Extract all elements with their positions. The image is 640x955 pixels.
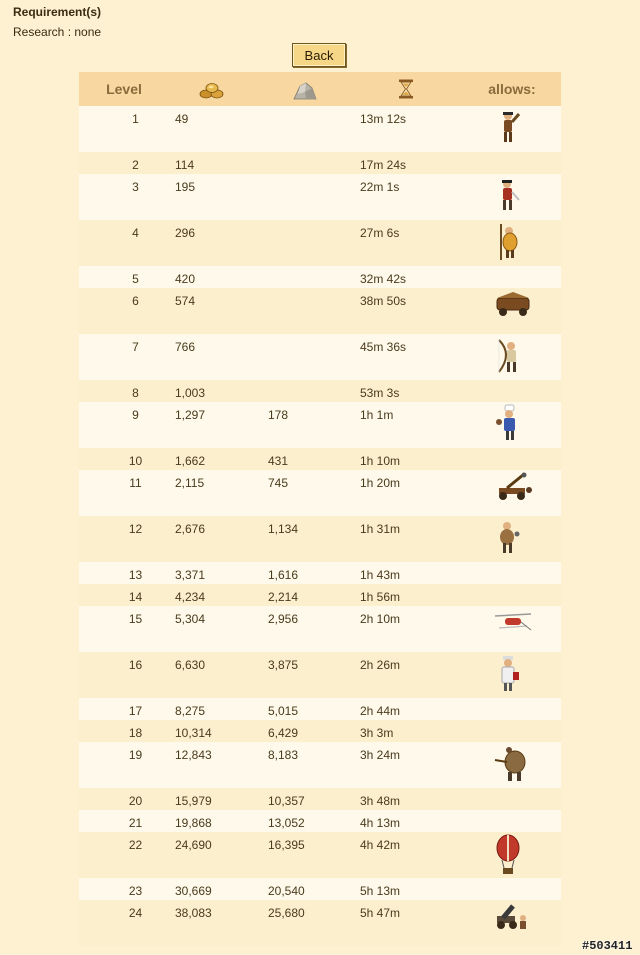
level-cell: 3 bbox=[132, 180, 139, 194]
gold-cell: 420 bbox=[175, 272, 196, 286]
gold-cell: 114 bbox=[175, 158, 195, 172]
gyrocopter-icon bbox=[493, 608, 529, 648]
time-cell: 3h 24m bbox=[360, 748, 401, 762]
stone-cell: 431 bbox=[268, 454, 289, 468]
time-cell: 4h 13m bbox=[360, 816, 401, 830]
level-cell: 16 bbox=[128, 658, 143, 672]
warrior-icon bbox=[493, 176, 529, 216]
time-cell: 4h 42m bbox=[360, 838, 401, 852]
table-row bbox=[79, 402, 561, 448]
time-cell: 1h 1m bbox=[360, 408, 394, 422]
table-row bbox=[79, 584, 561, 606]
table-row bbox=[79, 152, 561, 174]
watermark: #503411 bbox=[582, 939, 633, 953]
gold-cell: 1,003 bbox=[175, 386, 206, 400]
time-cell: 17m 24s bbox=[360, 158, 407, 172]
level-cell: 4 bbox=[132, 226, 139, 240]
level-cell: 9 bbox=[132, 408, 139, 422]
table-row bbox=[79, 470, 561, 516]
gold-cell: 49 bbox=[175, 112, 189, 126]
stone-cell: 25,680 bbox=[268, 906, 305, 920]
level-cell: 12 bbox=[128, 522, 143, 536]
gold-cell: 8,275 bbox=[175, 704, 206, 718]
table-row bbox=[79, 174, 561, 220]
time-cell: 1h 43m bbox=[360, 568, 401, 582]
time-cell: 3h 3m bbox=[360, 726, 394, 740]
table-row bbox=[79, 266, 561, 288]
requirements-research: Research : none bbox=[13, 25, 102, 39]
table-row bbox=[79, 334, 561, 380]
steam-giant-icon bbox=[493, 744, 529, 784]
time-cell: 1h 10m bbox=[360, 454, 401, 468]
time-cell: 2h 26m bbox=[360, 658, 401, 672]
time-cell: 13m 12s bbox=[360, 112, 407, 126]
gold-cell: 1,662 bbox=[175, 454, 206, 468]
stone-cell: 178 bbox=[268, 408, 289, 422]
gold-icon bbox=[199, 79, 225, 99]
gold-cell: 574 bbox=[175, 294, 196, 308]
gold-cell: 3,371 bbox=[175, 568, 206, 582]
gold-cell: 24,690 bbox=[175, 838, 212, 852]
level-cell: 2 bbox=[132, 158, 139, 172]
level-cell: 13 bbox=[128, 568, 143, 582]
time-cell: 2h 10m bbox=[360, 612, 401, 626]
table-row bbox=[79, 900, 561, 946]
gold-cell: 766 bbox=[175, 340, 196, 354]
table-row bbox=[79, 698, 561, 720]
table-row bbox=[79, 788, 561, 810]
stone-cell: 3,875 bbox=[268, 658, 299, 672]
table-body bbox=[79, 106, 561, 946]
stone-cell: 10,357 bbox=[268, 794, 305, 808]
stone-cell: 2,956 bbox=[268, 612, 299, 626]
stone-cell: 20,540 bbox=[268, 884, 305, 898]
table-row bbox=[79, 810, 561, 832]
gold-cell: 4,234 bbox=[175, 590, 206, 604]
level-cell: 22 bbox=[128, 838, 143, 852]
gold-cell: 19,868 bbox=[175, 816, 212, 830]
stone-cell: 1,134 bbox=[268, 522, 299, 536]
level-cell: 10 bbox=[128, 454, 143, 468]
table-row bbox=[79, 606, 561, 652]
level-table bbox=[79, 72, 561, 946]
level-cell: 11 bbox=[129, 476, 142, 490]
gold-cell: 1,297 bbox=[175, 408, 206, 422]
table-row bbox=[79, 220, 561, 266]
level-cell: 23 bbox=[128, 884, 143, 898]
gold-cell: 6,630 bbox=[175, 658, 206, 672]
table-row bbox=[79, 288, 561, 334]
back-button[interactable]: Back bbox=[292, 43, 346, 67]
level-cell: 21 bbox=[128, 816, 143, 830]
time-cell: 32m 42s bbox=[360, 272, 407, 286]
table-row bbox=[79, 878, 561, 900]
stone-cell: 8,183 bbox=[268, 748, 299, 762]
time-cell: 53m 3s bbox=[360, 386, 400, 400]
hourglass-icon bbox=[397, 79, 415, 99]
stone-icon bbox=[292, 80, 318, 100]
time-cell: 1h 20m bbox=[360, 476, 401, 490]
stone-cell: 6,429 bbox=[268, 726, 299, 740]
gold-cell: 15,979 bbox=[175, 794, 212, 808]
table-header bbox=[79, 72, 561, 106]
level-cell: 6 bbox=[132, 294, 139, 308]
gold-cell: 5,304 bbox=[175, 612, 206, 626]
stone-cell: 16,395 bbox=[268, 838, 305, 852]
time-cell: 3h 48m bbox=[360, 794, 401, 808]
time-cell: 38m 50s bbox=[360, 294, 407, 308]
time-cell: 1h 56m bbox=[360, 590, 401, 604]
slinger-icon bbox=[493, 518, 529, 558]
archer-icon bbox=[493, 336, 529, 376]
table-row bbox=[79, 742, 561, 788]
level-cell: 5 bbox=[132, 272, 139, 286]
stone-cell: 2,214 bbox=[268, 590, 299, 604]
time-cell: 5h 47m bbox=[360, 906, 401, 920]
gold-cell: 38,083 bbox=[175, 906, 212, 920]
doctor-icon bbox=[493, 654, 529, 694]
level-cell: 19 bbox=[128, 748, 143, 762]
table-row bbox=[79, 562, 561, 584]
time-cell: 5h 13m bbox=[360, 884, 401, 898]
time-cell: 27m 6s bbox=[360, 226, 400, 240]
level-cell: 7 bbox=[132, 340, 139, 354]
table-row bbox=[79, 380, 561, 402]
level-cell: 15 bbox=[128, 612, 143, 626]
level-cell: 20 bbox=[128, 794, 143, 808]
table-row bbox=[79, 516, 561, 562]
time-cell: 1h 31m bbox=[360, 522, 401, 536]
gold-cell: 2,676 bbox=[175, 522, 206, 536]
level-cell: 14 bbox=[128, 590, 143, 604]
level-cell: 17 bbox=[128, 704, 143, 718]
stone-cell: 13,052 bbox=[268, 816, 305, 830]
spearman-icon bbox=[493, 222, 529, 262]
battering-ram-icon bbox=[493, 290, 529, 330]
level-cell: 18 bbox=[128, 726, 143, 740]
table-row bbox=[79, 448, 561, 470]
gold-cell: 195 bbox=[175, 180, 196, 194]
gold-cell: 30,669 bbox=[175, 884, 212, 898]
stone-cell: 1,616 bbox=[268, 568, 299, 582]
gold-cell: 12,843 bbox=[175, 748, 212, 762]
stone-cell: 5,015 bbox=[268, 704, 299, 718]
table-row bbox=[79, 832, 561, 878]
stone-cell: 745 bbox=[268, 476, 289, 490]
gold-cell: 2,115 bbox=[175, 476, 205, 490]
level-cell: 8 bbox=[132, 386, 139, 400]
gold-cell: 10,314 bbox=[175, 726, 212, 740]
mortar-icon bbox=[493, 902, 529, 942]
table-row bbox=[79, 720, 561, 742]
requirements-title: Requirement(s) bbox=[13, 5, 102, 19]
header-level: Level bbox=[106, 81, 142, 97]
cook-icon bbox=[493, 404, 529, 444]
catapult-icon bbox=[493, 472, 529, 512]
level-cell: 1 bbox=[132, 112, 139, 126]
gold-cell: 296 bbox=[175, 226, 196, 240]
clubman-icon bbox=[493, 108, 529, 148]
time-cell: 45m 36s bbox=[360, 340, 407, 354]
table-row bbox=[79, 106, 561, 152]
balloon-bomber-icon bbox=[493, 834, 529, 874]
level-cell: 24 bbox=[128, 906, 143, 920]
time-cell: 22m 1s bbox=[360, 180, 400, 194]
table-row bbox=[79, 652, 561, 698]
time-cell: 2h 44m bbox=[360, 704, 401, 718]
header-allows: allows: bbox=[488, 81, 536, 97]
